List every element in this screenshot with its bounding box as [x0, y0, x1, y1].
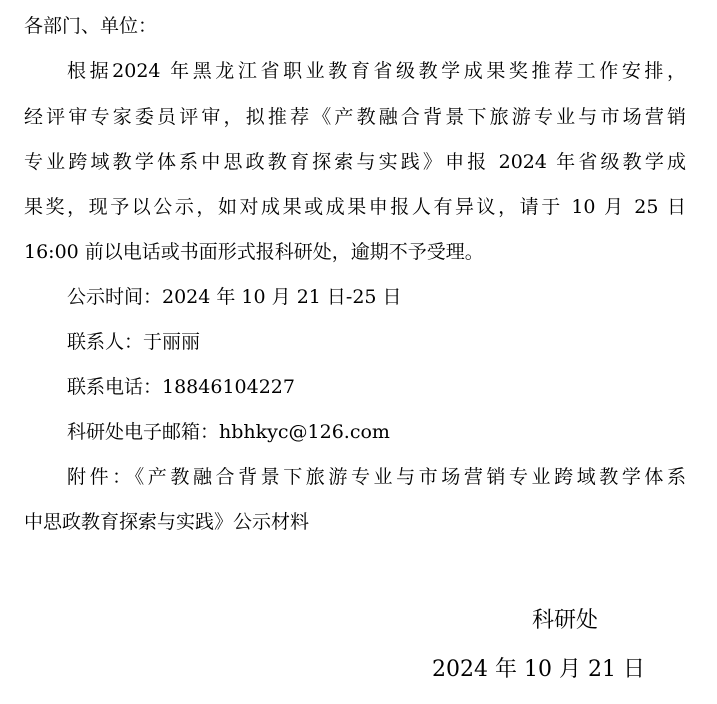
- contact-email: 科研处电子邮箱：hbhkyc@126.com: [67, 421, 390, 443]
- signature-date: 2024 年 10 月 21 日: [432, 657, 645, 682]
- attachment-line-1: 附件：《产教融合背景下旅游专业与市场营销专业跨域教学体系: [67, 466, 686, 488]
- body-line-1: 根据2024 年黑龙江省职业教育省级教学成果奖推荐工作安排，: [67, 60, 686, 82]
- contact-phone: 联系电话：18846104227: [67, 376, 295, 398]
- salutation: 各部门、单位：: [24, 15, 158, 37]
- contact-person: 联系人：于丽丽: [67, 331, 201, 353]
- body-line-3: 专业跨域教学体系中思政教育探索与实践》申报 2024 年省级教学成: [24, 151, 686, 173]
- attachment-line-2: 中思政教育探索与实践》公示材料: [24, 511, 310, 533]
- body-line-2: 经评审专家委员评审，拟推荐《产教融合背景下旅游专业与市场营销: [24, 106, 686, 128]
- publicity-period: 公示时间：2024 年 10 月 21 日-25 日: [67, 286, 402, 308]
- body-line-4: 果奖，现予以公示，如对成果或成果申报人有异议，请于 10 月 25 日: [24, 196, 686, 218]
- body-line-5: 16:00 前以电话或书面形式报科研处，逾期不予受理。: [24, 241, 484, 263]
- signature-org: 科研处: [532, 608, 599, 633]
